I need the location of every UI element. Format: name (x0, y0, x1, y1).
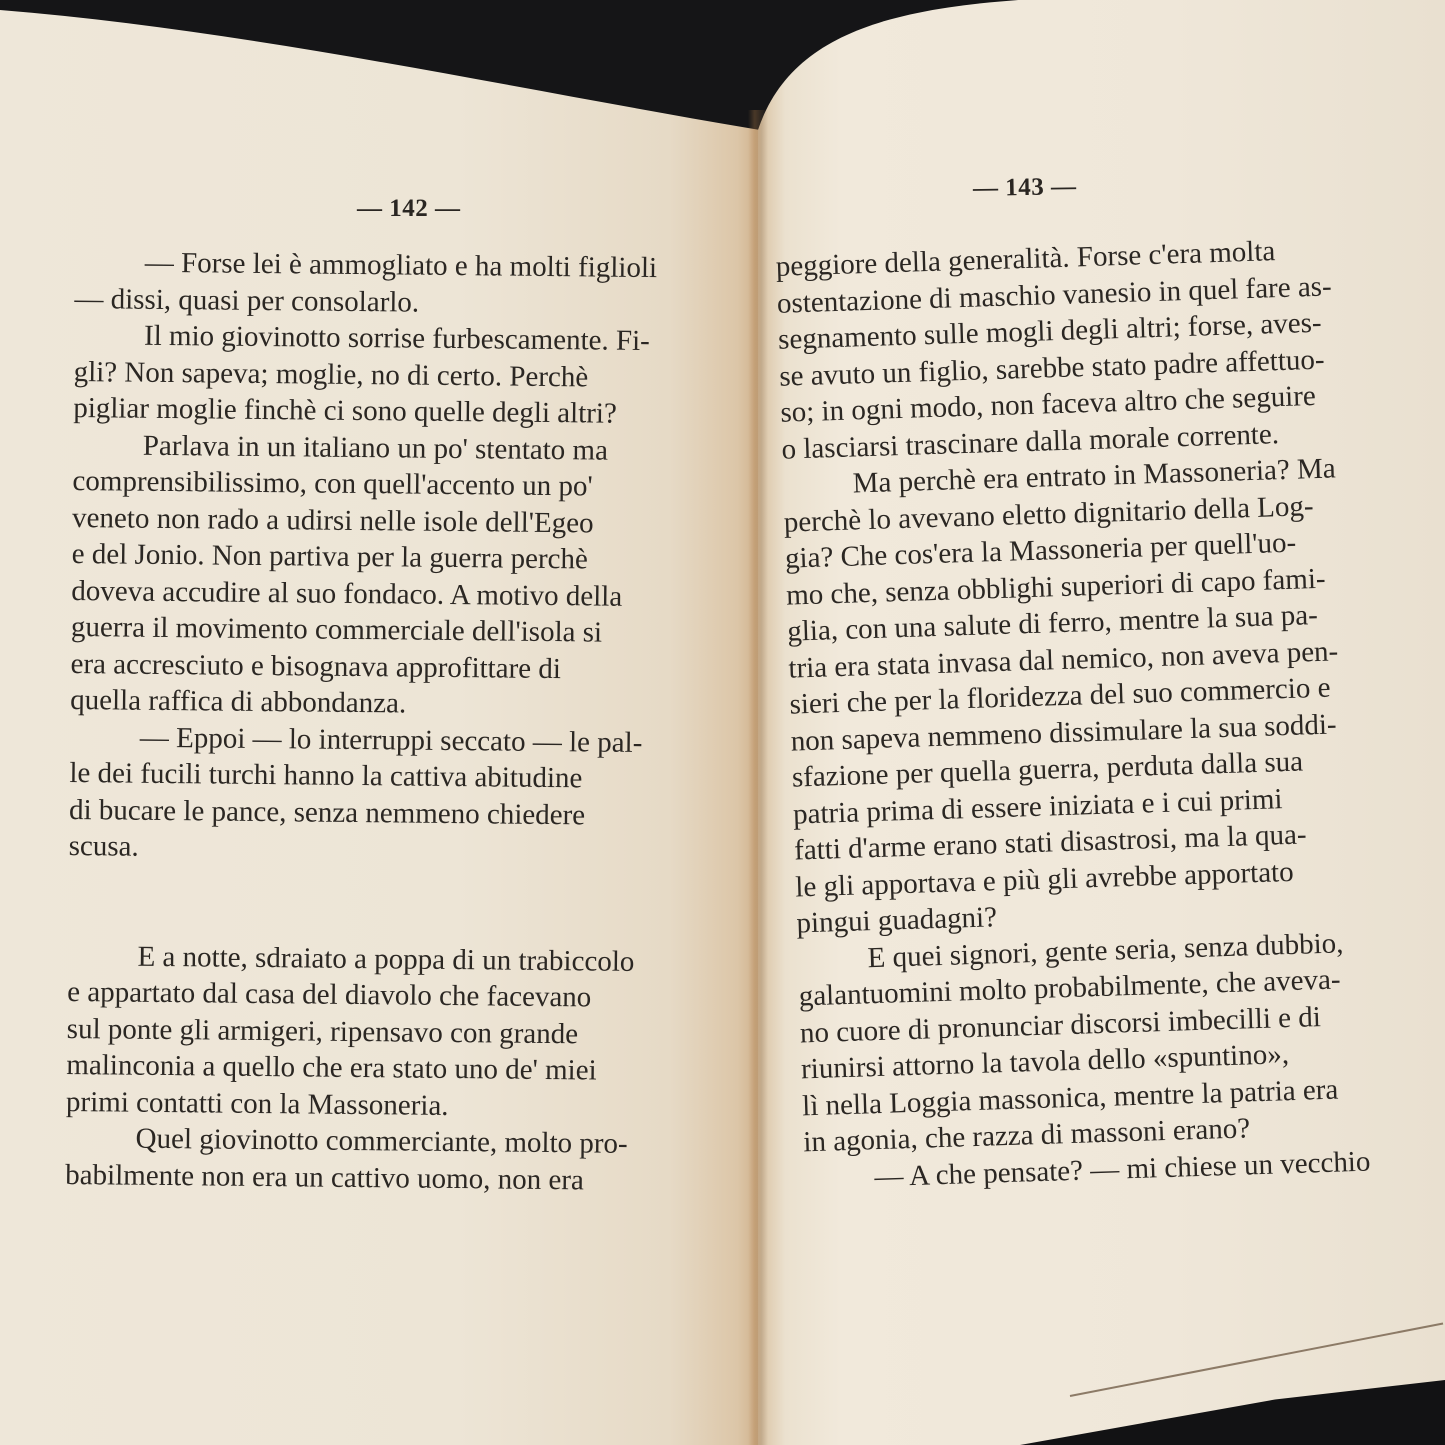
text-line: scusa. (68, 829, 139, 863)
text-line: — Forse lei è ammogliato e ha molti figlioli (144, 246, 658, 285)
text-line: di bucare le pance, senza nemmeno chiedere (68, 793, 586, 831)
text-line: pigliar moglie finchè ci sono quelle degli altri? (73, 391, 618, 430)
text-line: tria era stata invasa dal nemico, non aveva pen- (787, 634, 1339, 685)
text-line: E a notte, sdraiato a poppa di un trabiccolo (137, 940, 635, 978)
text-line: pingui guadagni? (795, 901, 998, 940)
text-line: sul ponte gli armigeri, ripensavo con grande (66, 1012, 579, 1050)
text-line: sieri che per la floridezza del suo commercio e (789, 671, 1331, 721)
text-line: Quel giovinotto commerciante, molto pro- (135, 1122, 628, 1160)
text-line: le gli apportava e più gli avrebbe apportato (794, 855, 1295, 904)
text-line: mo che, senza obblighi superiori di capo fami- (785, 562, 1326, 612)
text-line: patria prima di essere iniziata e i cui primi (792, 782, 1283, 831)
text-line: — dissi, quasi per consolarlo. (74, 282, 420, 319)
text-line: ostentazione di maschio vanesio in quel fare as- (776, 269, 1333, 320)
text-line: lì nella Loggia massonica, mentre la patria era (801, 1073, 1339, 1122)
text-line: veneto non rado a udirsi nelle isole dell'Egeo (71, 501, 594, 539)
text-line: se avuto un figlio, sarebbe stato padre affettuo- (778, 343, 1325, 393)
text-line: Il mio giovinotto sorrise furbescamente. Fi- (143, 319, 650, 358)
text-line: comprensibilissimo, con quell'accento un po' (72, 464, 593, 503)
text-line: galantuomini molto probabilmente, che aveva- (798, 963, 1341, 1013)
text-line: no cuore di pronunciar discorsi imbecilli e di (799, 1000, 1322, 1049)
text-line: Ma perchè era entrato in Massoneria? Ma (852, 452, 1337, 500)
text-line: gli? Non sapeva; moglie, no di certo. Perchè (73, 355, 589, 393)
text-line: malinconia a quello che era stato uno de' miei (66, 1048, 597, 1087)
text-line: gia? Che cos'era la Massoneria per quell'uo- (784, 526, 1297, 575)
text-line: quella raffica di abbondanza. (70, 683, 407, 720)
text-line: Parlava in un italiano un po' stentato ma (142, 429, 609, 467)
text-line: peggiore della generalità. Forse c'era molta (775, 235, 1276, 283)
text-line: in agonia, che razza di massoni erano? (802, 1112, 1251, 1159)
page-number-left: — 142 — (357, 195, 461, 222)
text-line: riunirsi attorno la tavola dello «spuntino», (800, 1038, 1290, 1086)
text-line: o lasciarsi trascinare dalla morale corrente. (781, 417, 1280, 466)
text-line: le dei fucili turchi hanno la cattiva abitudine (69, 756, 583, 795)
text-line: — Eppoi — lo interruppi seccato — le pal- (139, 721, 643, 759)
text-line: sfazione per quella guerra, perduta dalla sua (791, 745, 1304, 794)
text-line: glia, con una salute di ferro, mentre la sua pa- (786, 598, 1319, 648)
text-line: fatti d'arme erano stati disastrosi, ma la qua- (793, 818, 1308, 867)
text-line: babilmente non era un cattivo uomo, non era (65, 1158, 585, 1196)
text-line: segnamento sulle mogli degli altri; forse, aves- (777, 306, 1322, 356)
text-line: era accresciuto e bisognava approfittare di (70, 647, 562, 685)
text-line: perchè lo avevano eletto dignitario della Log- (783, 489, 1314, 539)
left-page-text (65, 244, 715, 1200)
text-line: e appartato dal casa del diavolo che facevano (66, 975, 592, 1014)
text-line: e del Jonio. Non partiva per la guerra perchè (71, 537, 589, 576)
text-line: — A che pensate? — mi chiese un vecchio (873, 1145, 1371, 1193)
text-line: primi contatti con la Massoneria. (65, 1085, 449, 1122)
right-page-text (775, 230, 1405, 1197)
text-line: E quei signori, gente seria, senza dubbio, (867, 926, 1344, 974)
page-number-right: — 143 — (972, 173, 1077, 202)
text-line: non sapeva nemmeno dissimulare la sua soddi- (790, 707, 1338, 758)
text-line: so; in ogni modo, non faceva altro che seguire (779, 379, 1317, 429)
text-line: doveva accudire al suo fondaco. A motivo della (71, 574, 623, 613)
book-gutter (748, 110, 768, 1445)
text-line: guerra il movimento commerciale dell'isola si (70, 610, 603, 649)
